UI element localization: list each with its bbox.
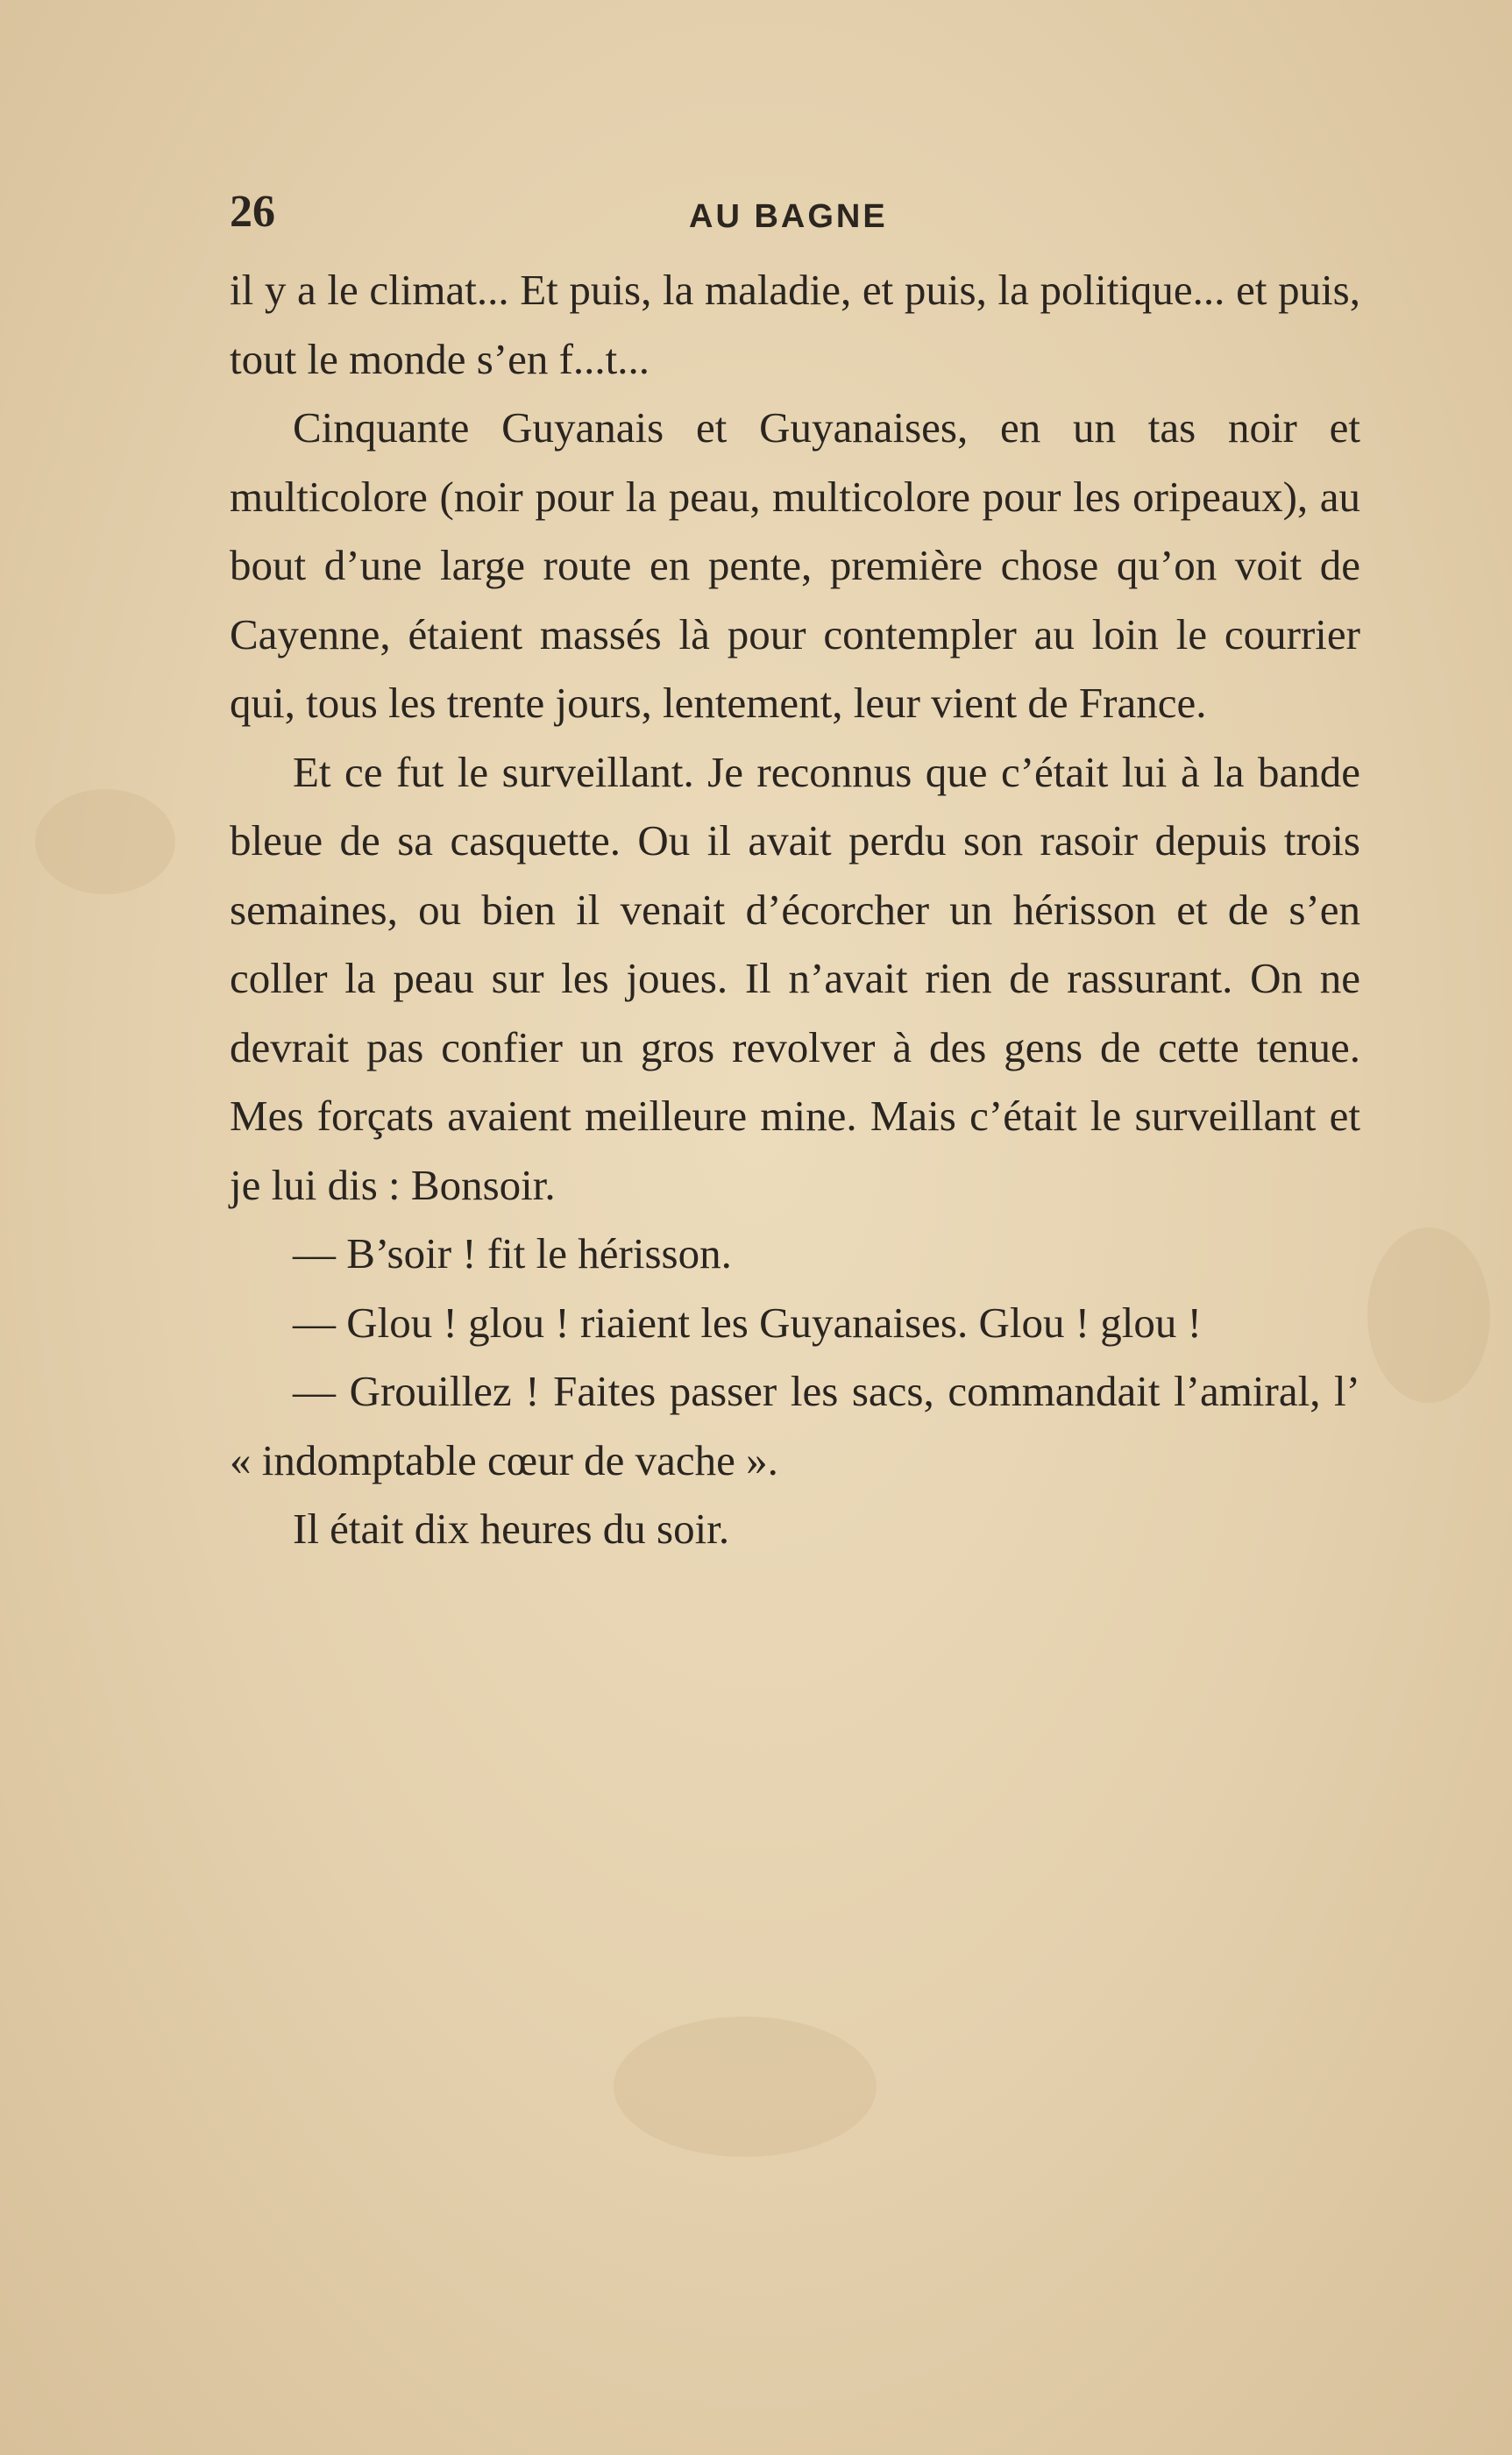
paper-stain [1367,1228,1490,1403]
running-title: AU BAGNE [689,198,888,235]
paragraph: il y a le climat... Et puis, la maladie, et puis, la politique... et puis, tout le monde s’en f...t... [230,266,1360,383]
paragraph: Et ce fut le surveillant. Je reconnus que c’était lui à la bande bleue de sa casquette. Ou il avait perdu son rasoir depuis trois semaines, ou bien il venait d’écorcher un hérisson et de s’en coller la peau sur les joues. Il n’avait rien de rassurant. On ne devrait pas confier un gros revolver à des gens de cette tenue. Mes forçats avaient meilleure mine. Mais c’était le surveillant et je lui dis : Bonsoir. [230,747,1360,1209]
page-header [230,186,1369,247]
paragraph: Cinquante Guyanais et Guyanaises, en un tas noir et multicolore (noir pour la peau, multicolore pour les oripeaux), au bout d’une large route en pente, première chose qu’on voit de Cayenne, étaient massés là pour contempler au loin le courrier qui, tous les trente jours, lentement, leur vient de France. [230,403,1360,727]
paragraph: Il était dix heures du soir. [293,1505,730,1553]
body-text [230,256,1360,1564]
dialogue-line: — B’soir ! fit le hérisson. [293,1229,732,1277]
paper-stain [35,789,175,894]
dialogue-line: — Glou ! glou ! riaient les Guyanaises. Glou ! glou ! [293,1298,1202,1347]
page-number: 26 [230,187,275,237]
paper-stain [614,2017,877,2157]
dialogue-line: — Grouillez ! Faites passer les sacs, commandait l’amiral, l’ « indomptable cœur de vache ». [230,1367,1360,1484]
